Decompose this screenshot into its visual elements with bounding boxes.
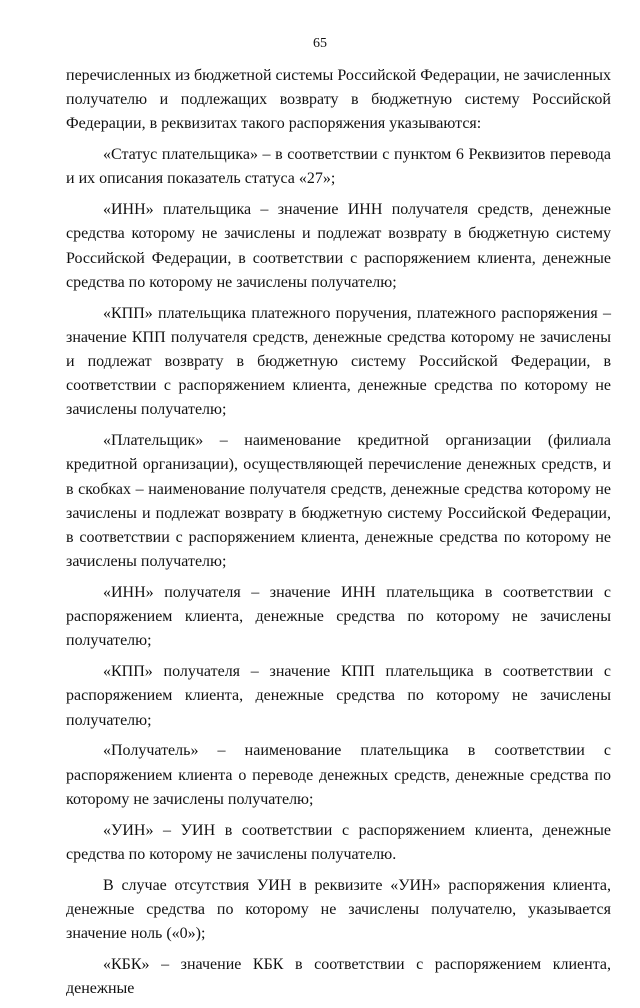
paragraph-payer-name: «Плательщик» – наименование кредитной организации (филиала кредитной организации), осуществляющей перечисление денежных средств, и в скобках – наименование получателя средств, денежные средства которому не зачислены и подлежат возврату в бюджетную систему Российской Федерации, в соответствии с распоряжением клиента, денежные средства по которому не зачислены получателю;: [66, 432, 611, 571]
paragraph-payer-status: «Статус плательщика» – в соответствии с пунктом 6 Реквизитов перевода и их описания показатель статуса «27»;: [66, 146, 611, 188]
paragraph-kbk: «КБК» – значение КБК в соответствии с распоряжением клиента, денежные: [66, 955, 611, 998]
paragraph-payer-kpp: «КПП» плательщика платежного поручения, платежного распоряжения – значение КПП получателя средств, денежные средства которому не зачислены и подлежат возврату в бюджетную систему Российской Федерации, в соответствии с распоряжением клиента, денежные средства по которому не зачислены получателю;: [66, 304, 611, 419]
paragraph-uin-absent: В случае отсутствия УИН в реквизите «УИН» распоряжения клиента, денежные средства по которому не зачислены получателю, указывается значение ноль («0»);: [66, 876, 611, 943]
paragraph-payer-inn: «ИНН» плательщика – значение ИНН получателя средств, денежные средства которому не зачислены и подлежат возврату в бюджетную систему Российской Федерации, в соответствии с распоряжением клиента, денежные средства по которому не зачислены получателю;: [66, 201, 611, 291]
paragraph-recipient-inn: «ИНН» получателя – значение ИНН плательщика в соответствии с распоряжением клиента, денежные средства по которому не зачислены получателю;: [66, 584, 611, 650]
page-number: 65: [313, 36, 327, 51]
paragraph-uin: «УИН» – УИН в соответствии с распоряжением клиента, денежные средства по которому не зачислены получателю.: [66, 821, 611, 863]
document-body: [66, 64, 611, 1008]
paragraph-recipient-kpp: «КПП» получателя – значение КПП плательщика в соответствии с распоряжением клиента, денежные средства по которому не зачислены получателю;: [66, 663, 611, 729]
paragraph-intro-continuation: перечисленных из бюджетной системы Российской Федерации, не зачисленных получателю и подлежащих возврату в бюджетную систему Российской Федерации, в реквизитах такого распоряжения указываются:: [66, 67, 611, 133]
paragraph-recipient-name: «Получатель» – наименование плательщика в соответствии с распоряжением клиента о переводе денежных средств, денежные средства по которому не зачислены получателю;: [66, 742, 611, 808]
